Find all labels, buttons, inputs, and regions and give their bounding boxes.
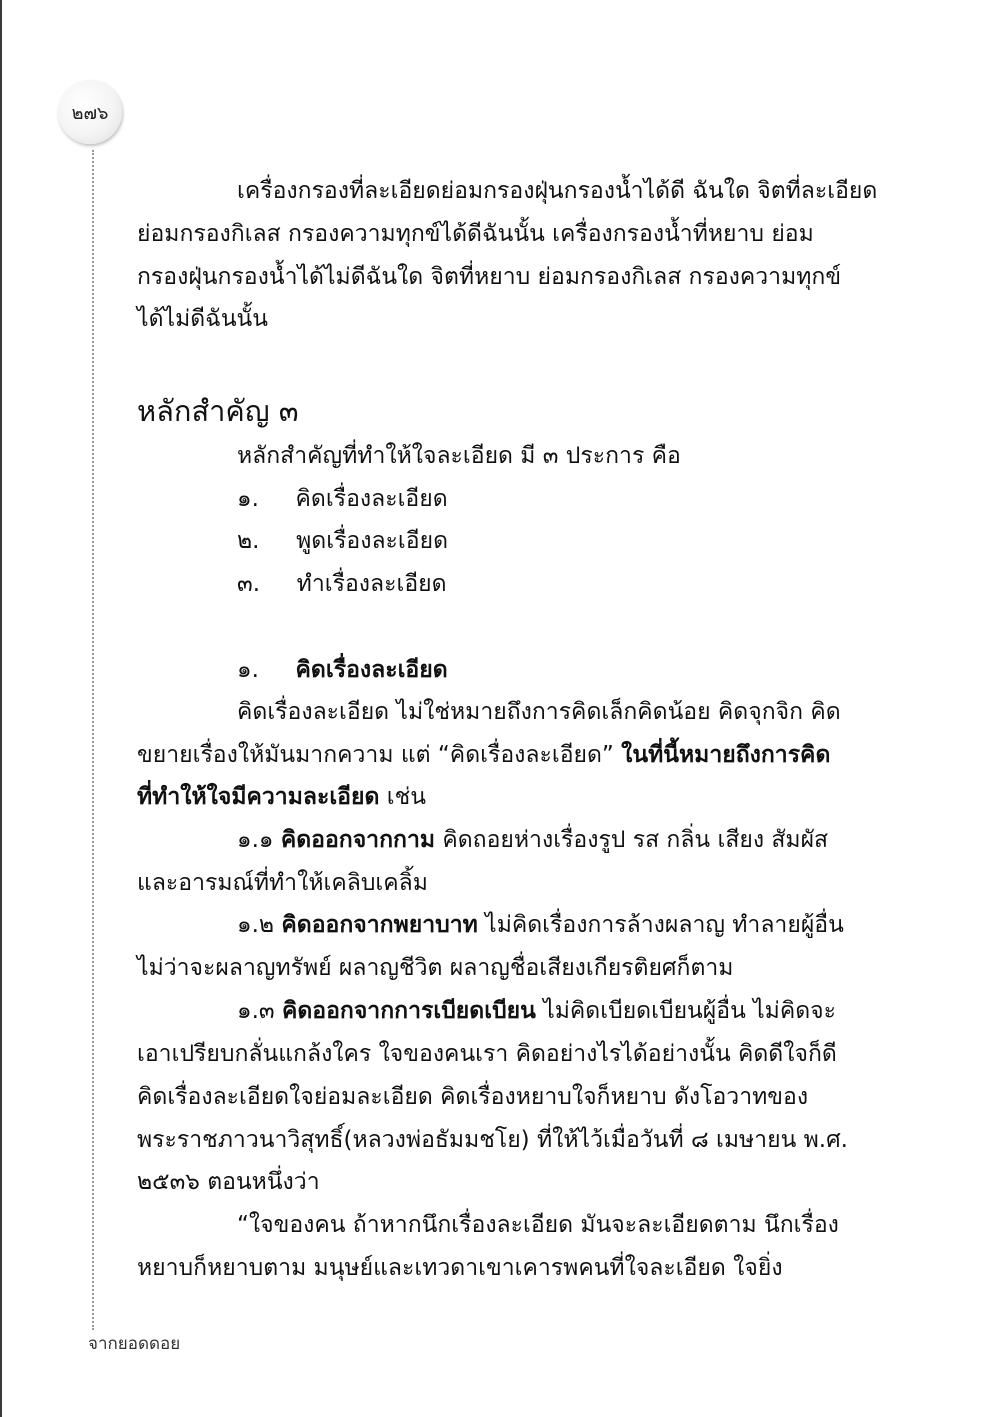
margin-dotted-line bbox=[92, 150, 94, 1330]
section1-para-line-3 bbox=[137, 779, 426, 815]
intro-line-3: กรองฝุ่นกรองน้ำได้ไม่ดีฉันใด จิตที่หยาบ ย่อมกรองกิเลส กรองความทุกข์ bbox=[137, 264, 842, 290]
principle-number: ๑. bbox=[237, 486, 259, 512]
subsection-1-3-line-2: เอาเปรียบกลั่นแกล้งใคร ใจของคนเรา คิดอย่างไรได้อย่างนั้น คิดดีใจก็ดี bbox=[137, 1041, 837, 1067]
subsection-1-3-line-4: พระราชภาวนาวิสุทธิ์(หลวงพ่อธัมมชโย) ที่ให้ไว้เมื่อวันที่ ๘ เมษายน พ.ศ. bbox=[137, 1127, 848, 1153]
subsection-text: ไม่คิดเบียดเบียนผู้อื่น ไม่คิดจะ bbox=[543, 998, 836, 1024]
page-number: ๒๗๖ bbox=[71, 102, 109, 124]
page-edge-rule bbox=[0, 0, 2, 1417]
principle-number: ๓. bbox=[237, 571, 261, 597]
section1-para-line-2-plain: ขยายเรื่องให้มันมากความ แต่ “คิดเรื่องละเอียด” bbox=[137, 742, 614, 768]
subsection-1-2-line-2: ไม่ว่าจะผลาญทรัพย์ ผลาญชีวิต ผลาญชื่อเสียงเกียรติยศก็ตาม bbox=[137, 955, 734, 981]
intro-line-2: ย่อมกรองกิเลส กรองความทุกข์ได้ดีฉันนั้น เครื่องกรองน้ำที่หยาบ ย่อม bbox=[137, 221, 814, 247]
subsection-title: คิดออกจากพยาบาท bbox=[281, 912, 478, 938]
quote-line-1: “ใจของคน ถ้าหากนึกเรื่องละเอียด มันจะละเอียดตาม นึกเรื่อง bbox=[237, 1212, 839, 1238]
subsection-title: คิดออกจากการเบียดเบียน bbox=[281, 998, 536, 1024]
subsection-1-3-line-1 bbox=[237, 993, 836, 1029]
principle-item-3 bbox=[237, 566, 447, 602]
subsection-text: ไม่คิดเรื่องการล้างผลาญ ทำลายผู้อื่น bbox=[485, 912, 844, 938]
section1-para-line-3-bold: ที่ทำให้ใจมีความละเอียด bbox=[137, 784, 380, 810]
section1-number: ๑. bbox=[237, 657, 259, 683]
section1-title-text: คิดเรื่องละเอียด bbox=[295, 657, 448, 683]
principle-item-1 bbox=[237, 481, 448, 517]
section1-title bbox=[237, 652, 448, 688]
principles-intro: หลักสำคัญที่ทำให้ใจละเอียด มี ๓ ประการ คือ bbox=[237, 443, 681, 469]
section1-para-line-1: คิดเรื่องละเอียด ไม่ใช่หมายถึงการคิดเล็กคิดน้อย คิดจุกจิก คิด bbox=[237, 699, 841, 725]
subsection-1-2-line-1 bbox=[237, 907, 844, 943]
section-heading: หลักสำคัญ ๓ bbox=[137, 394, 299, 428]
subsection-number: ๑.๓ bbox=[237, 998, 275, 1024]
subsection-1-1-line-2: และอารมณ์ที่ทำให้เคลิบเคลิ้ม bbox=[137, 870, 428, 896]
section1-para-line-3-plain: เช่น bbox=[386, 784, 426, 810]
intro-line-4: ได้ไม่ดีฉันนั้น bbox=[137, 306, 269, 332]
intro-line-1: เครื่องกรองที่ละเอียดย่อมกรองฝุ่นกรองน้ำได้ดี ฉันใด จิตที่ละเอียด bbox=[237, 178, 878, 204]
subsection-text: คิดถอยห่างเรื่องรูป รส กลิ่น เสียง สัมผัส bbox=[442, 827, 829, 853]
principle-number: ๒. bbox=[237, 528, 260, 554]
subsection-1-3-line-3: คิดเรื่องละเอียดใจย่อมละเอียด คิดเรื่องหยาบใจก็หยาบ ดังโอวาทของ bbox=[137, 1084, 809, 1110]
subsection-number: ๑.๑ bbox=[237, 827, 274, 853]
quote-line-2: หยาบก็หยาบตาม มนุษย์และเทวดาเขาเคารพคนที่ใจละเอียด ใจยิ่ง bbox=[137, 1255, 783, 1281]
principle-text: คิดเรื่องละเอียด bbox=[295, 486, 448, 512]
subsection-title: คิดออกจากกาม bbox=[280, 827, 436, 853]
principle-text: พูดเรื่องละเอียด bbox=[296, 528, 449, 554]
page-number-badge bbox=[58, 80, 122, 144]
subsection-1-3-line-5: ๒๕๓๖ ตอนหนึ่งว่า bbox=[137, 1169, 320, 1195]
subsection-number: ๑.๒ bbox=[237, 912, 275, 938]
principle-item-2 bbox=[237, 523, 448, 559]
principle-text: ทำเรื่องละเอียด bbox=[296, 571, 447, 597]
footer-book-title: จากยอดดอย bbox=[88, 1334, 181, 1354]
subsection-1-1-line-1 bbox=[237, 822, 828, 858]
section1-para-line-2 bbox=[137, 737, 830, 773]
section1-para-line-2-bold: ในที่นี้หมายถึงการคิด bbox=[621, 742, 831, 768]
